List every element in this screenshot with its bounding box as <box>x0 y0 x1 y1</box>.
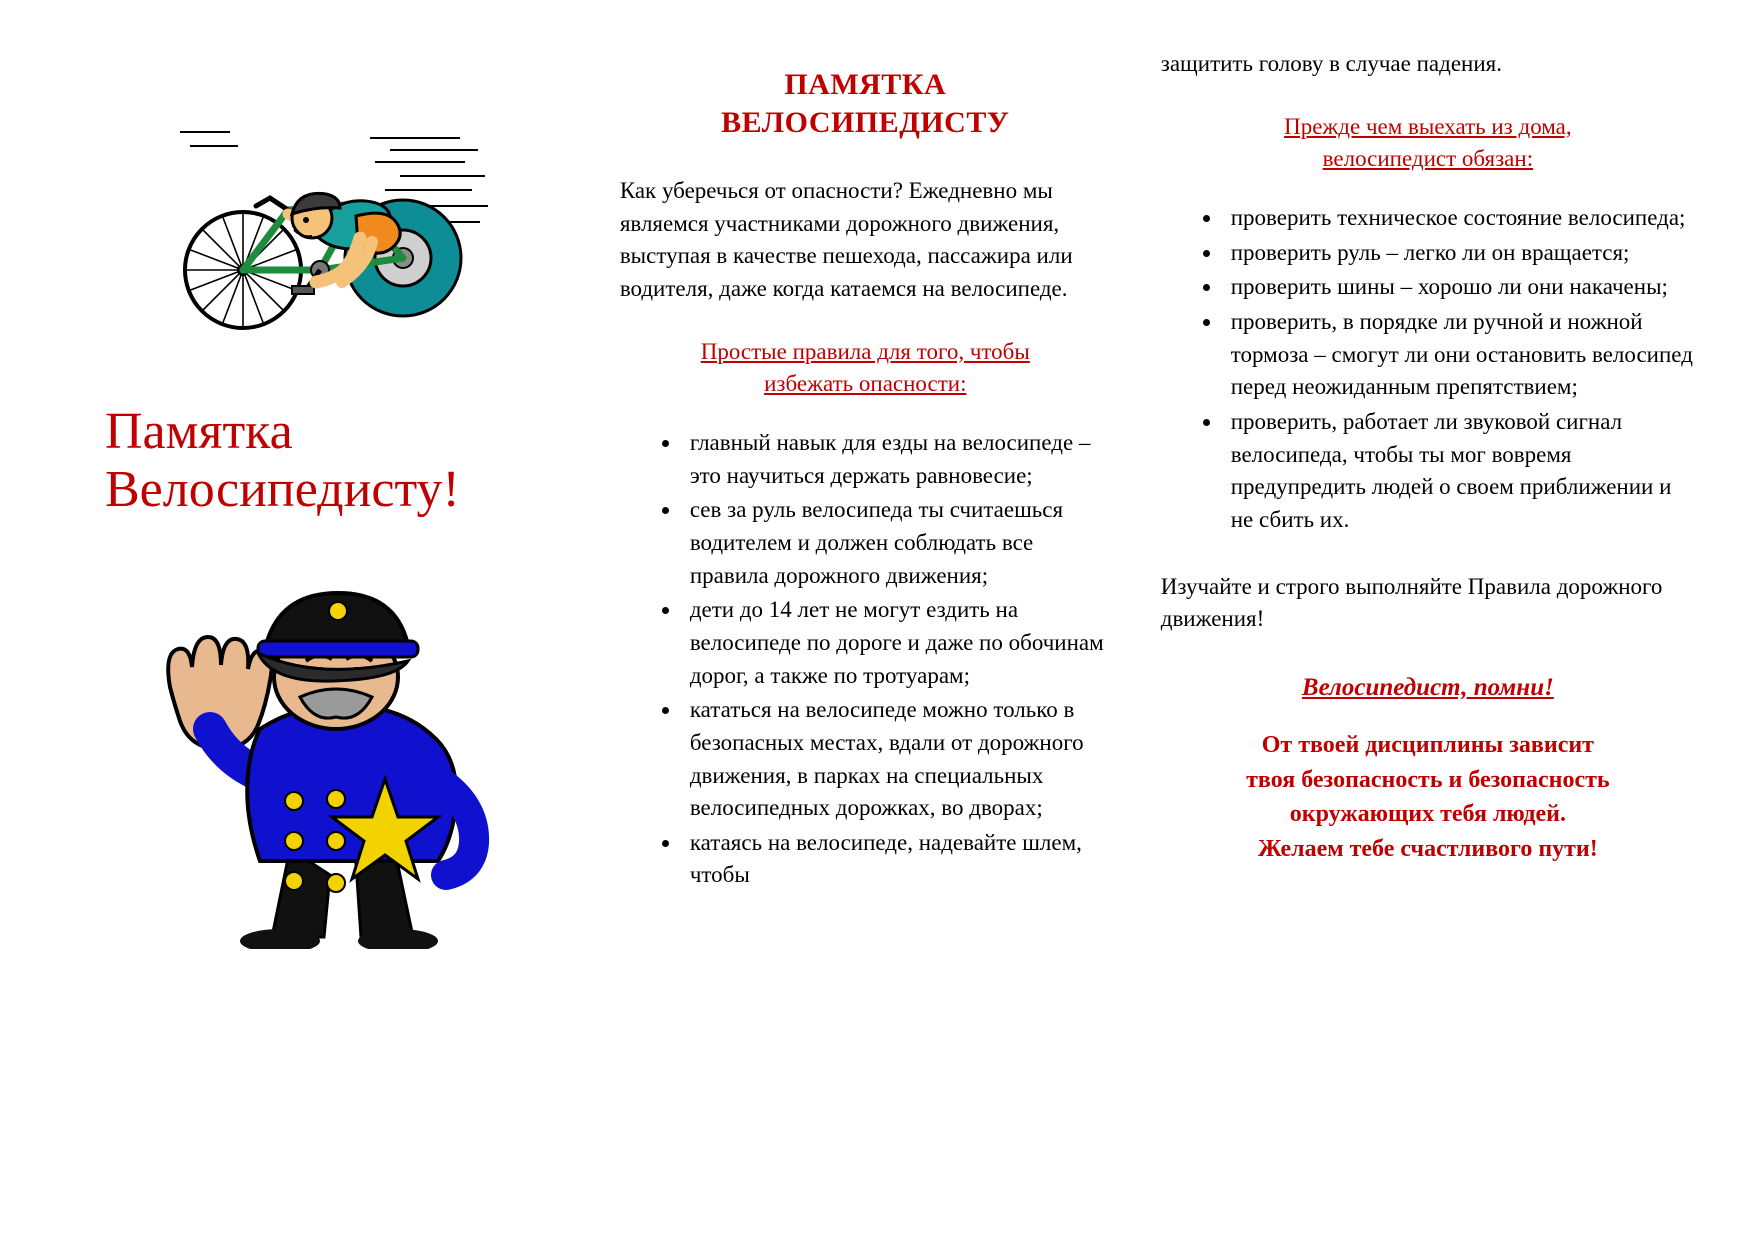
final-message-line2: твоя безопасность и безопасность <box>1246 766 1610 793</box>
intro-paragraph: Как уберечься от опасности? Ежедневно мы являемся участниками дорожного движения, выступая в качестве пешехода, пассажира или водителя, даже когда катаемся на велосипеде. <box>619 178 1073 301</box>
cover-title <box>105 403 580 519</box>
final-message-line1: От твоей дисциплины зависит <box>1261 731 1594 758</box>
rules-list <box>620 427 1111 892</box>
list-item: • проверить, работает ли звуковой сигнал велосипеда, чтобы ты мог вовремя предупредить людей о своем приближении и не сбить их. <box>1223 406 1695 537</box>
checks-subheading-line1: Прежде чем выехать из дома, <box>1284 113 1572 139</box>
cover-panel <box>60 48 600 1221</box>
policeman-illustration <box>140 549 560 949</box>
list-item: • проверить, в порядке ли ручной и ножной тормоза – смогут ли они остановить велосипед перед неожиданным препятствием; <box>1223 306 1695 404</box>
list-item: • сев за руль велосипеда ты считаешься водителем и должен соблюдать все правила дорожного движения; <box>682 494 1111 592</box>
list-item: • катаясь на велосипеде, надевайте шлем, чтобы <box>682 827 1111 892</box>
remind-heading: Велосипедист, помни! <box>1301 673 1554 701</box>
list-item: • кататься на велосипеде можно только в безопасных местах, вдали от дорожного движения, в парках на специальных велосипедных дорожках, во дворах; <box>682 694 1111 825</box>
study-paragraph: Изучайте и строго выполняйте Правила дорожного движения! <box>1160 573 1663 632</box>
continuation-paragraph: защитить голову в случае падения. <box>1160 51 1502 76</box>
final-message <box>1161 728 1695 867</box>
final-message-line3: окружающих тебя людей. <box>1289 801 1566 828</box>
page-title-line2: ВЕЛОСИПЕДИСТУ <box>721 105 1010 139</box>
list-item: • проверить техническое состояние велосипеда; <box>1223 202 1695 235</box>
page-title <box>620 66 1111 141</box>
list-item: • главный навык для езды на велосипеде – это научиться держать равновесие; <box>682 427 1111 492</box>
page-title-line1: ПАМЯТКА <box>784 68 947 101</box>
list-item: • дети до 14 лет не могут ездить на велосипеде по дороге и даже по обочинам дорог, а также по тротуарам; <box>682 594 1111 692</box>
cover-title-line1: Памятка <box>105 403 293 460</box>
rules-subheading-line2: избежать опасности: <box>764 371 967 397</box>
rules-subheading-line1: Простые правила для того, чтобы <box>700 338 1030 364</box>
right-column <box>1141 48 1695 1221</box>
list-item: • проверить руль – легко ли он вращается; <box>1223 237 1695 270</box>
middle-column <box>600 48 1141 1221</box>
checks-subheading-line2: велосипедист обязан: <box>1322 146 1534 172</box>
cover-title-line2: Велосипедисту! <box>105 461 460 519</box>
cyclist-illustration <box>160 98 490 348</box>
checks-subheading <box>1161 111 1695 176</box>
checks-list <box>1161 202 1695 537</box>
rules-subheading <box>620 336 1111 401</box>
list-item: • проверить шины – хорошо ли они накачены; <box>1223 271 1695 304</box>
final-message-line4: Желаем тебе счастливого пути! <box>1257 836 1598 863</box>
